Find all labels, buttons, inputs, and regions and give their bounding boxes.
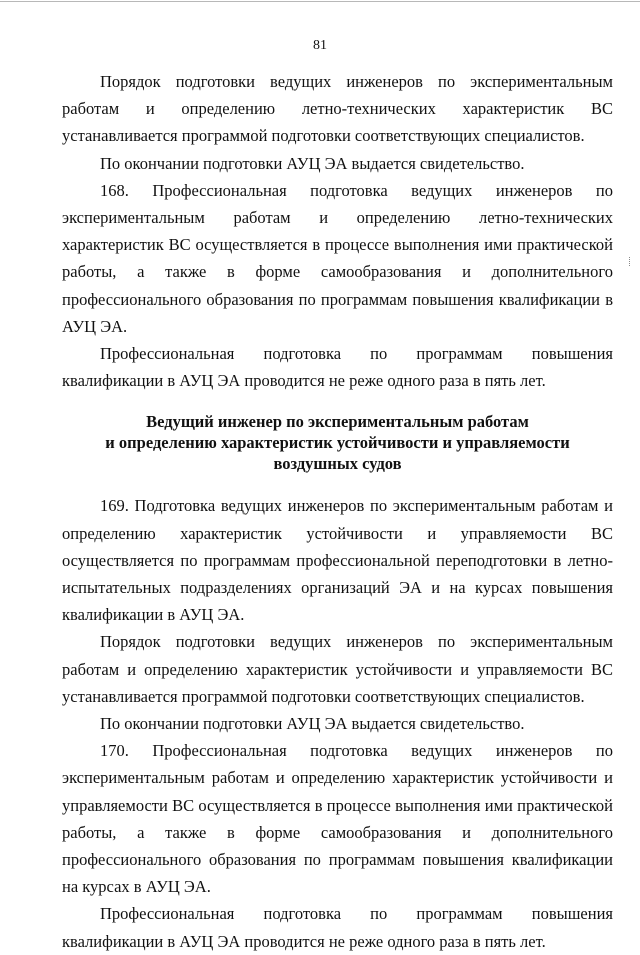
section-heading-line-3: воздушных судов xyxy=(273,454,402,474)
paragraph-qualification-frequency-2: Профессиональная подготовка по программам повышения квалификации в АУЦ ЭА проводится не реже одного раза в пять лет. xyxy=(62,904,613,951)
margin-scan-mark xyxy=(629,257,632,266)
paragraph-169: 169. Подготовка ведущих инженеров по экспериментальным работам и определению характеристик устойчивости и управляемости ВС осуществляется по программам профессиональной переподготовки в летно-испытательных подразделениях организаций ЭА и на курсах повышения квалификации в АУЦ ЭА. xyxy=(62,496,613,625)
section-heading-line-1: Ведущий инженер по экспериментальным работам xyxy=(146,412,529,432)
section-heading xyxy=(62,411,613,474)
paragraph-training-procedure: Порядок подготовки ведущих инженеров по экспериментальным работам и определению летно-технических характеристик ВС устанавливается программой подготовки соответствующих специалистов. xyxy=(62,72,613,146)
paragraph-certificate: По окончании подготовки АУЦ ЭА выдается свидетельство. xyxy=(100,153,525,173)
paragraph-168: 168. Профессиональная подготовка ведущих инженеров по экспериментальным работам и определению летно-технических характеристик ВС осуществляется в процессе выполнения ими практической работы, а также в форме самообразования и дополнительного профессионального образования по программам повышения квалификации в АУЦ ЭА. xyxy=(62,180,613,336)
paragraph-170: 170. Профессиональная подготовка ведущих инженеров по экспериментальным работам и определению характеристик устойчивости и управляемости ВС осуществляется в процессе выполнения ими практической работы, а также в форме самообразования и дополнительного профессионального образования по программам повышения квалификации на курсах в АУЦ ЭА. xyxy=(62,741,613,897)
scan-top-edge-line xyxy=(0,1,640,2)
paragraph-training-procedure-2: Порядок подготовки ведущих инженеров по экспериментальным работам и определению характеристик устойчивости и управляемости ВС устанавливается программой подготовки соответствующих специалистов. xyxy=(62,632,613,706)
section-heading-line-2: и определению характеристик устойчивости и управляемости xyxy=(105,433,570,453)
document-body xyxy=(62,68,613,955)
paragraph-qualification-frequency: Профессиональная подготовка по программам повышения квалификации в АУЦ ЭА проводится не реже одного раза в пять лет. xyxy=(62,344,613,391)
paragraph-certificate-2: По окончании подготовки АУЦ ЭА выдается свидетельство. xyxy=(100,714,525,734)
page-number: 81 xyxy=(313,38,327,53)
